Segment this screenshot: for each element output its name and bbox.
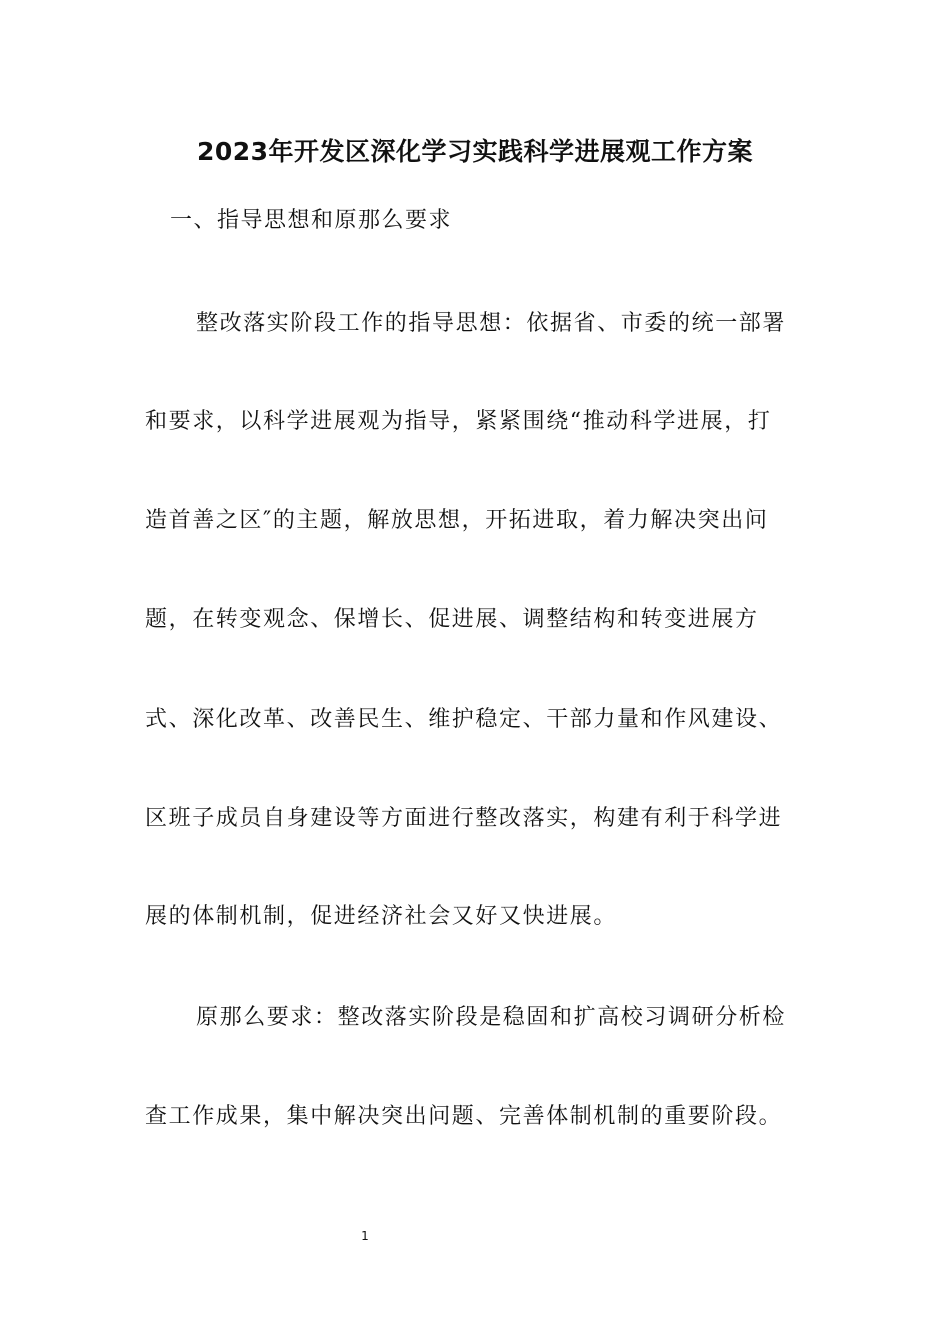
section-heading-guiding-principles: 一、指导思想和原那么要求 [170,208,453,233]
document-title: 2023年开发区深化学习实践科学进展观工作方案 [196,137,754,166]
paragraph-line: 整改落实阶段工作的指导思想：依据省、市委的统一部署 [196,311,787,336]
paragraph-line: 展的体制机制，促进经济社会又好又快进展。 [145,904,618,929]
paragraph-line: 题，在转变观念、保增长、促进展、调整结构和转变进展方 [145,607,759,632]
paragraph-line: 区班子成员自身建设等方面进行整改落实，构建有利于科学进 [145,806,783,831]
page-number: 1 [361,1229,369,1243]
paragraph-line: 查工作成果，集中解决突出问题、完善体制机制的重要阶段。 [145,1104,783,1129]
paragraph-line: 原那么要求：整改落实阶段是稳固和扩高校习调研分析检 [196,1005,787,1030]
paragraph-line: 造首善之区″的主题，解放思想，开拓进取，着力解决突出问 [145,508,769,533]
paragraph-line: 和要求，以科学进展观为指导，紧紧围绕“推动科学进展，打 [145,409,772,434]
paragraph-line: 式、深化改革、改善民生、维护稳定、干部力量和作风建设、 [145,707,783,732]
